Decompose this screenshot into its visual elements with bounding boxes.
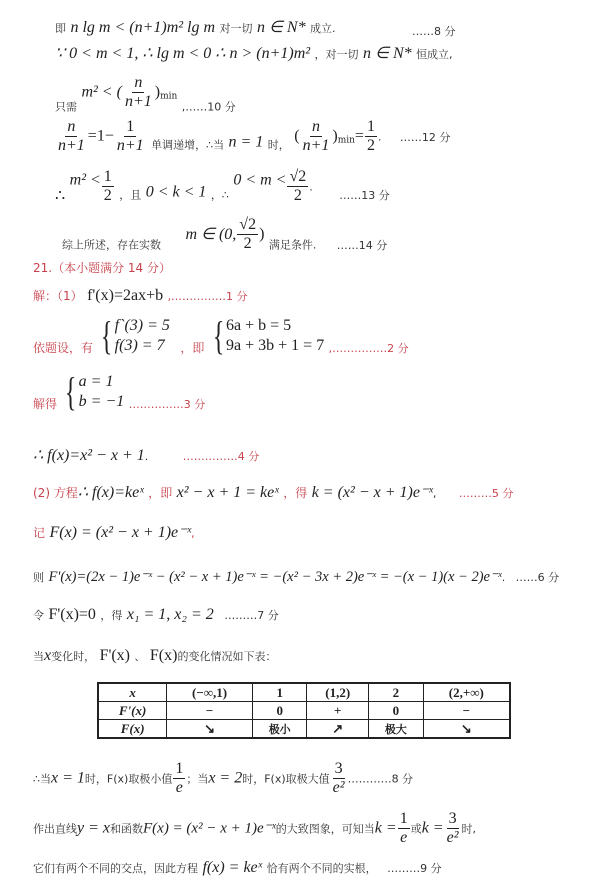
score-3: ……………3 分 [128,398,206,411]
label-text: 时, [461,822,477,836]
label-text: ，对一切 [314,48,359,61]
math-expression: k = [374,819,397,837]
table-header-row [98,683,510,702]
score-9: ………9 分 [387,862,442,875]
score-14: ……14 分 [336,238,388,252]
denominator: n+1 [302,137,330,154]
numerator: 1 [103,168,112,185]
label-text: (2) 方程 [33,486,78,500]
denominator: n+1 [58,137,85,154]
step-line-12 [55,118,450,156]
label-text: 时，F(x)取极大值 [242,772,330,786]
denominator: e [175,779,183,796]
math-expression: x = 2 [208,769,243,787]
table-row [98,702,510,720]
table-header-cell: 2 [369,683,424,702]
numerator: 3 [334,760,343,777]
label-text: ，得 [100,609,123,622]
label-text: ，得 [283,486,308,500]
step-line-14 [62,216,387,256]
table-cell: 极大 [369,720,424,739]
equation-system [209,313,325,358]
label-text: 对一切 [219,22,253,35]
label-text: 解：（1） [33,289,83,303]
table-cell: ↘ [167,720,253,739]
table-cell: − [423,702,510,720]
fraction [56,118,87,155]
math-expression: n = 1 [228,133,264,151]
fraction [398,810,410,847]
score-2: ,……………2 分 [328,342,409,355]
brace-symbol: { [65,369,77,414]
score-12: ……12 分 [399,130,451,144]
numerator: n [134,74,143,91]
fraction [115,118,146,155]
step-line-10 [55,74,236,118]
conclusion-graph [33,810,476,847]
label-text: 、 [134,650,146,663]
label-text: ，即 [148,486,173,500]
numerator: n [311,118,320,135]
numerator: √2 [239,216,257,233]
paren: ) [259,225,265,243]
brace-symbol: { [101,313,113,358]
solution-step-5 [33,483,513,504]
denominator: 2 [293,187,302,204]
table-intro [33,646,276,667]
label-text: 只需 [55,100,77,114]
label-text: ，且 [119,188,142,202]
table-cell: F'(x) [98,702,167,720]
math-expression: m ∈ (0, [185,225,237,243]
question-21-title: 21.（本小题满分 14 分） [33,261,171,275]
score-5: ………5 分 [458,487,514,500]
solution-step-2 [33,313,409,359]
table-header-cell: (2,+∞) [423,683,510,702]
fraction [123,74,154,111]
label-text: 的变化情况如下表： [177,650,277,663]
label-text: 当 [33,650,44,663]
comma: , [432,487,437,500]
period: . [144,450,149,463]
table-cell: ↘ [423,720,510,739]
math-expression: y = x [77,819,110,837]
fraction [287,168,308,205]
solution-step-6 [33,567,559,588]
period: . [377,130,382,144]
label-text: 单调递增，∴当 [151,138,225,152]
equation: a = 1 [78,373,114,390]
math-expression: n ∈ N* [363,45,412,62]
brace-symbol: { [212,313,225,358]
equation: f(3) = 7 [114,337,165,354]
conclusion-step-9 [33,858,442,879]
label-text: 依题设，有 [33,341,94,355]
table-cell: F(x) [98,720,167,739]
score-7: ………7 分 [224,609,279,622]
solution-step-4 [33,446,259,467]
denominator: 2 [243,235,252,252]
math-expression: F(x) = (x² − x + 1)e⁻ˣ [143,820,276,837]
therefore-symbol: ∴ [55,187,66,205]
numerator: n [67,118,76,135]
label-text: 恰有两个不同的实根， [266,862,377,875]
numerator: 1 [126,118,135,135]
solution-step-7 [33,605,279,626]
denominator: n+1 [124,93,152,110]
equation-system [97,313,170,358]
table-cell: 0 [252,702,307,720]
label-text: 时， [267,138,290,152]
score-4: ……………4 分 [182,450,260,463]
fraction [445,810,461,847]
score-8: ……8 分 [412,25,456,38]
math-expression: k = [421,819,444,837]
math-expression: n ∈ N* [256,19,306,36]
numerator: 1 [399,810,408,827]
label-text: 作出直线 [33,822,77,836]
math-expression: F(x) [149,647,178,664]
label-text: 和函数 [110,822,143,836]
step-line-8 [55,18,336,39]
table-header-cell: 1 [252,683,307,702]
score-6: ……6 分 [515,571,560,584]
variation-table [97,682,511,739]
comma: , [191,527,195,540]
table-cell: 极小 [252,720,307,739]
solution-step-3 [33,369,206,415]
label-text: 它们有两个不同的交点，因此方程 [33,862,198,875]
table-row [98,720,510,739]
label-text: ；当 [186,772,209,786]
label-text: 时，F(x)取极小值 [84,772,173,786]
paren: ) [332,127,338,145]
table-header-cell: (−∞,1) [167,683,253,702]
math-expression: x₁ = 1, x₂ = 2 [126,606,214,623]
math-variable: x [44,647,52,664]
numerator: √2 [289,168,307,185]
paren: ) [154,83,161,101]
table-cell: + [307,702,369,720]
label-text: 记 [33,526,46,540]
denominator: e [400,829,408,846]
equals: = [354,127,364,145]
table-cell: − [167,702,253,720]
math-expression: F'(x)=(2x − 1)e⁻ˣ − (x² − x + 1)e⁻ˣ = −(x² − 3x + 2)e⁻ˣ = −(x − 1)(x − 2)e⁻ˣ [48,569,502,585]
denominator: 2 [103,187,112,204]
table-cell: 0 [369,702,424,720]
table-header-cell: (1,2) [307,683,369,702]
denominator: n+1 [116,137,144,154]
fraction [102,168,114,205]
label-text: 的大致图象，可知当 [275,822,375,836]
math-expression: =1− [87,127,114,145]
label-text: 成立. [310,22,336,35]
label-text: 则 [33,571,44,584]
equation: f`(3) = 5 [114,317,170,334]
paren: ( [294,127,300,145]
label-text: 解得 [33,397,58,411]
denominator: e² [332,779,345,796]
math-expression: F'(x) [99,647,130,664]
period: . [309,180,313,194]
numerator: 1 [175,760,184,777]
math-expression: n lg m < (n+1)m² lg m [70,19,216,36]
math-expression: x² − x + 1 = keˣ [176,484,279,501]
score-1: ,……………1 分 [167,290,248,303]
label-text: ，即 [180,341,205,355]
math-expression: ∵ 0 < m < 1, ∴ lg m < 0 ∴ n > (n+1)m² [55,45,311,62]
conclusion-step-8 [33,760,413,797]
score-8b: …………8 分 [347,772,414,786]
equation: b = −1 [78,393,125,410]
subscript: min [160,91,178,102]
label-text: 令 [33,609,44,622]
math-expression: F(x) = (x² − x + 1)e⁻ˣ [49,524,192,541]
fraction [237,216,258,253]
math-expression: ∴ f(x)=x² − x + 1 [33,447,145,464]
solution-step-define-F [33,523,195,544]
label-text: ∴当 [33,772,51,786]
label-text: 或 [410,822,422,836]
label-text: 变化时， [51,650,96,663]
math-expression: F'(x)=0 [48,606,96,623]
numerator: 3 [448,810,457,827]
table-header-cell: x [98,683,167,702]
label-text: 恒成立, [416,48,453,61]
math-expression: x = 1 [51,769,85,787]
label-text: 综上所述，存在实数 [62,238,161,252]
score-13: ……13 分 [339,188,390,202]
period: . [501,571,506,584]
math-expression: m² < [69,171,101,189]
math-expression: ∴ f(x)=keˣ [77,484,144,501]
denominator: 2 [366,137,375,154]
label-text: 即 [55,22,66,35]
equation: 9a + 3b + 1 = 7 [226,337,325,354]
label-text: ，∴ [210,188,229,202]
math-expression: m² < ( [81,83,122,101]
solution-step-1 [33,286,248,307]
fraction [331,760,347,797]
step-line-2 [55,44,453,65]
numerator: 1 [366,118,375,135]
step-line-13 [55,168,390,207]
label-text: 满足条件. [268,238,317,252]
fraction [365,118,377,155]
math-expression: 0 < m < [233,171,287,189]
math-expression: f'(x)=2ax+b [87,287,164,304]
math-expression: 0 < k < 1 [145,183,207,201]
equation-system [61,369,125,414]
denominator: e² [446,829,459,846]
subscript: min [337,135,355,146]
fraction [173,760,185,797]
table-cell: ↗ [307,720,369,739]
math-expression: f(x) = keˣ [202,859,263,876]
equation: 6a + b = 5 [226,317,292,334]
fraction [301,118,332,155]
score-10: ,……10 分 [181,100,236,114]
math-expression: k = (x² − x + 1)e⁻ˣ [311,484,433,501]
